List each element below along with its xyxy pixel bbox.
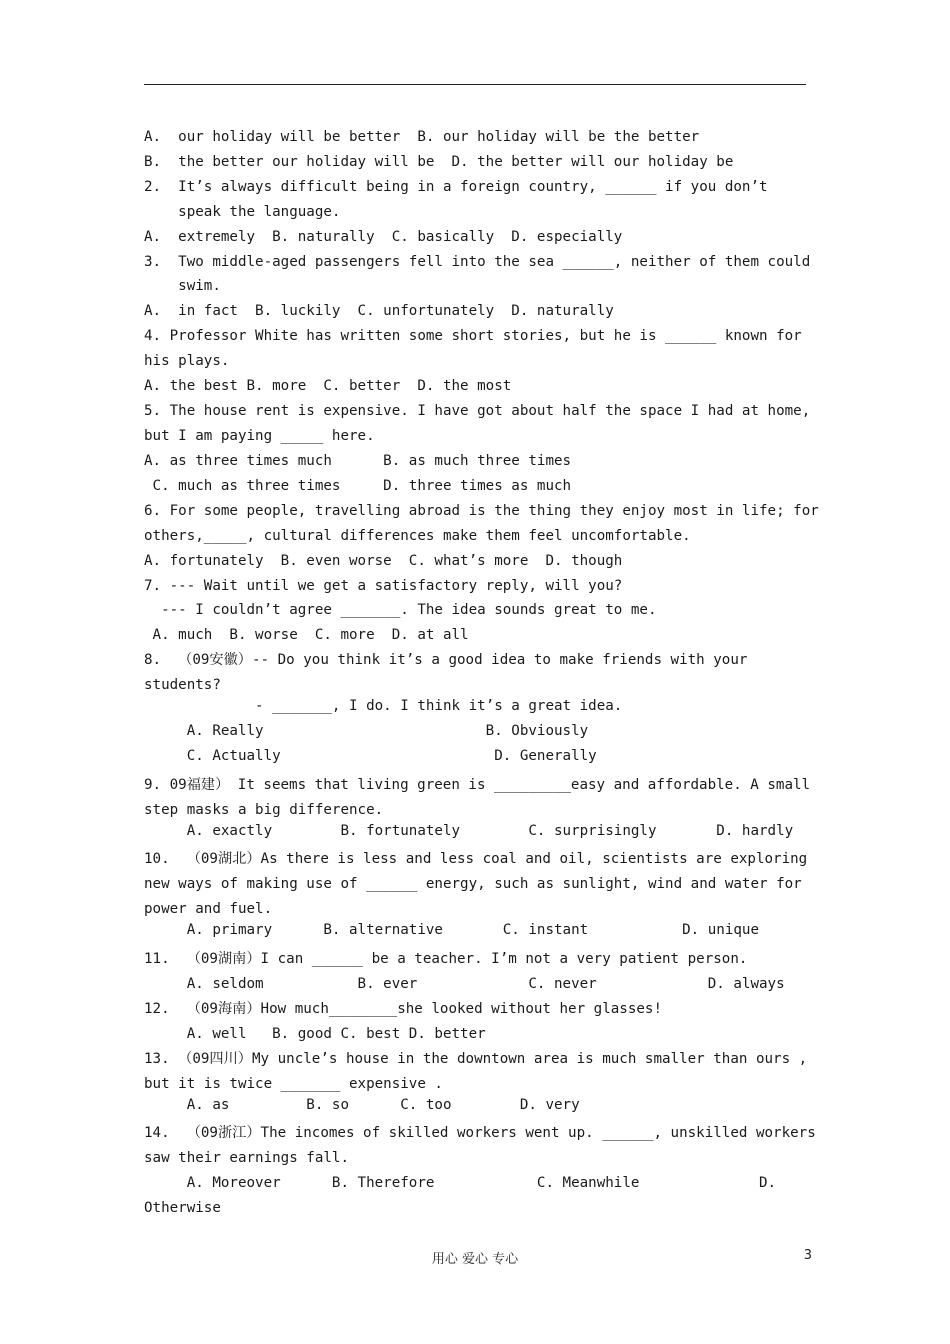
text-line: but it is twice _______ expensive . [144,1076,443,1092]
page-number: 3 [803,1248,812,1263]
question-12-options: A. well B. good C. best D. better [144,1026,486,1042]
question-8-line: 8. （09安徽）-- Do you think it’s a good idea to make friends with your [144,652,748,668]
question-6-line: 6. For some people, travelling abroad is the thing they enjoy most in life; for [144,503,819,519]
question-9-line: 9. 09福建） It seems that living green is _________easy and affordable. A small [144,777,811,793]
text-line: step masks a big difference. [144,802,384,818]
text-line: but I am paying _____ here. [144,428,375,444]
question-13-line: 13. （09四川）My uncle’s house in the downtown area is much smaller than ours , [144,1051,808,1067]
text-line: his plays. [144,353,230,369]
question-5-options: C. much as three times D. three times as much [144,478,572,494]
question-12-line: 12. （09海南）How much________she looked without her glasses! [144,1001,662,1017]
question-13-options: A. as B. so C. too D. very [144,1097,580,1113]
text-line: speak the language. [144,204,341,220]
text-line: swim. [144,278,221,294]
question-10-options: A. primary B. alternative C. instant D. unique [144,922,759,938]
question-14-line: 14. （09浙江）The incomes of skilled workers went up. ______, unskilled workers [144,1125,816,1141]
question-8-options: C. Actually D. Generally [144,748,597,764]
footer-slogan: 用心 爱心 专心 [431,1252,519,1267]
question-3-options: A. in fact B. luckily C. unfortunately D. naturally [144,303,614,319]
question-11-options: A. seldom B. ever C. never D. always [144,976,785,992]
text-line: others,_____, cultural differences make them feel uncomfortable. [144,528,691,544]
question-7-line: 7. --- Wait until we get a satisfactory reply, will you? [144,578,623,594]
question-2-options: A. extremely B. naturally C. basically D. especially [144,229,623,245]
text-line: B. the better our holiday will be D. the better will our holiday be [144,154,734,170]
text-line: - _______, I do. I think it’s a great idea. [144,698,623,714]
text-line: new ways of making use of ______ energy, such as sunlight, wind and water for [144,876,802,892]
question-14-options: A. Moreover B. Therefore C. Meanwhile D. [144,1175,777,1191]
question-4-options: A. the best B. more C. better D. the most [144,378,512,394]
question-4-line: 4. Professor White has written some short stories, but he is ______ known for [144,328,802,344]
header-rule [144,84,806,85]
question-7-options: A. much B. worse C. more D. at all [144,627,469,643]
text-line: Otherwise [144,1200,221,1216]
text-line: saw their earnings fall. [144,1150,349,1166]
text-line: students? [144,677,221,693]
question-6-options: A. fortunately B. even worse C. what’s more D. though [144,553,623,569]
question-10-line: 10. （09湖北）As there is less and less coal and oil, scientists are exploring [144,851,808,867]
text-line: power and fuel. [144,901,273,917]
text-line: A. our holiday will be better B. our holiday will be the better [144,129,700,145]
question-2-line: 2. It’s always difficult being in a foreign country, ______ if you don’t [144,179,768,195]
question-5-options: A. as three times much B. as much three times [144,453,572,469]
question-5-line: 5. The house rent is expensive. I have got about half the space I had at home, [144,403,811,419]
question-3-line: 3. Two middle-aged passengers fell into the sea ______, neither of them could [144,254,811,270]
question-11-line: 11. （09湖南）I can ______ be a teacher. I’m not a very patient person. [144,951,748,967]
question-9-options: A. exactly B. fortunately C. surprisingly D. hardly [144,823,794,839]
question-8-options: A. Really B. Obviously [144,723,589,739]
text-line: --- I couldn’t agree _______. The idea sounds great to me. [144,602,657,618]
